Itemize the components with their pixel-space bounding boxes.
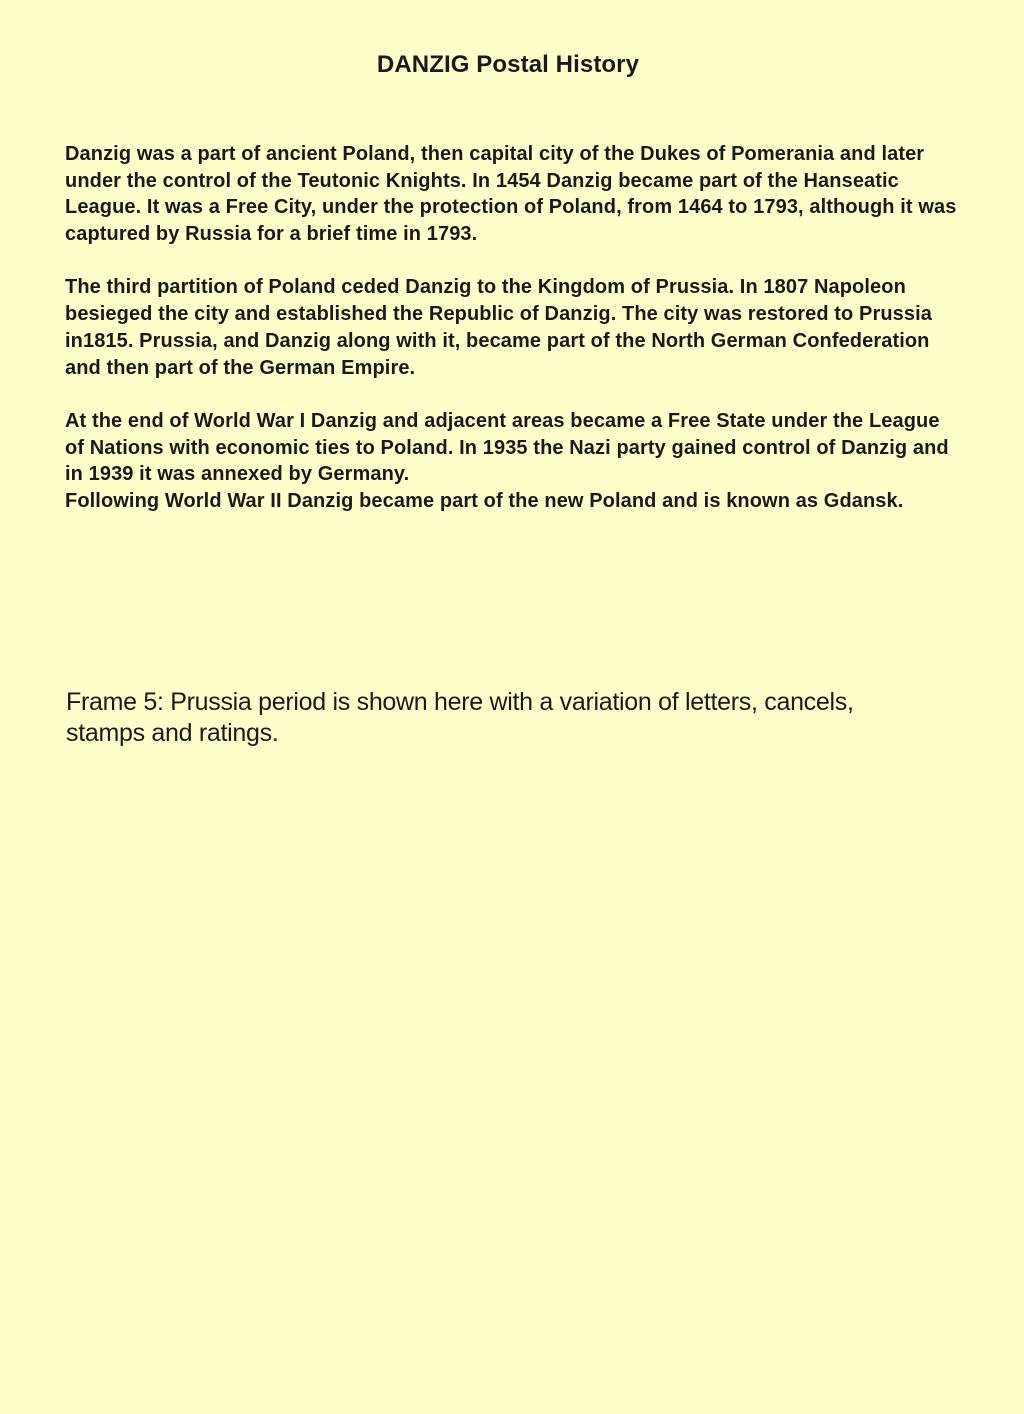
- frame-note: Frame 5: Prussia period is shown here with a variation of letters, cancels, stamps and ratings.: [66, 688, 854, 747]
- history-text: [65, 141, 960, 515]
- paragraph-ancient-poland: Danzig was a part of ancient Poland, then capital city of the Dukes of Pomerania and later under the control of the Teutonic Knights. In 1454 Danzig became part of the Hanseatic League. It was a Free City, under the protection of Poland, from 1464 to 1793, although it was captured by Russia for a brief time in 1793.: [65, 143, 957, 246]
- paragraph-free-state: At the end of World War I Danzig and adjacent areas became a Free State under the League of Nations with economic ties to Poland. In 1935 the Nazi party gained control of Danzig and in 1939 it was annexed by Germany.: [65, 409, 949, 486]
- page-title: DANZIG Postal History: [376, 51, 640, 78]
- paragraph-gdansk: Following World War II Danzig became part of the new Poland and is known as Gdansk.: [65, 489, 904, 512]
- paragraph-prussia: The third partition of Poland ceded Danzig to the Kingdom of Prussia. In 1807 Napoleon besieged the city and established the Republic of Danzig. The city was restored to Prussia in1815. Prussia, and Danzig along with it, became part of the North German Confederation and then part of the German Empire.: [65, 276, 932, 379]
